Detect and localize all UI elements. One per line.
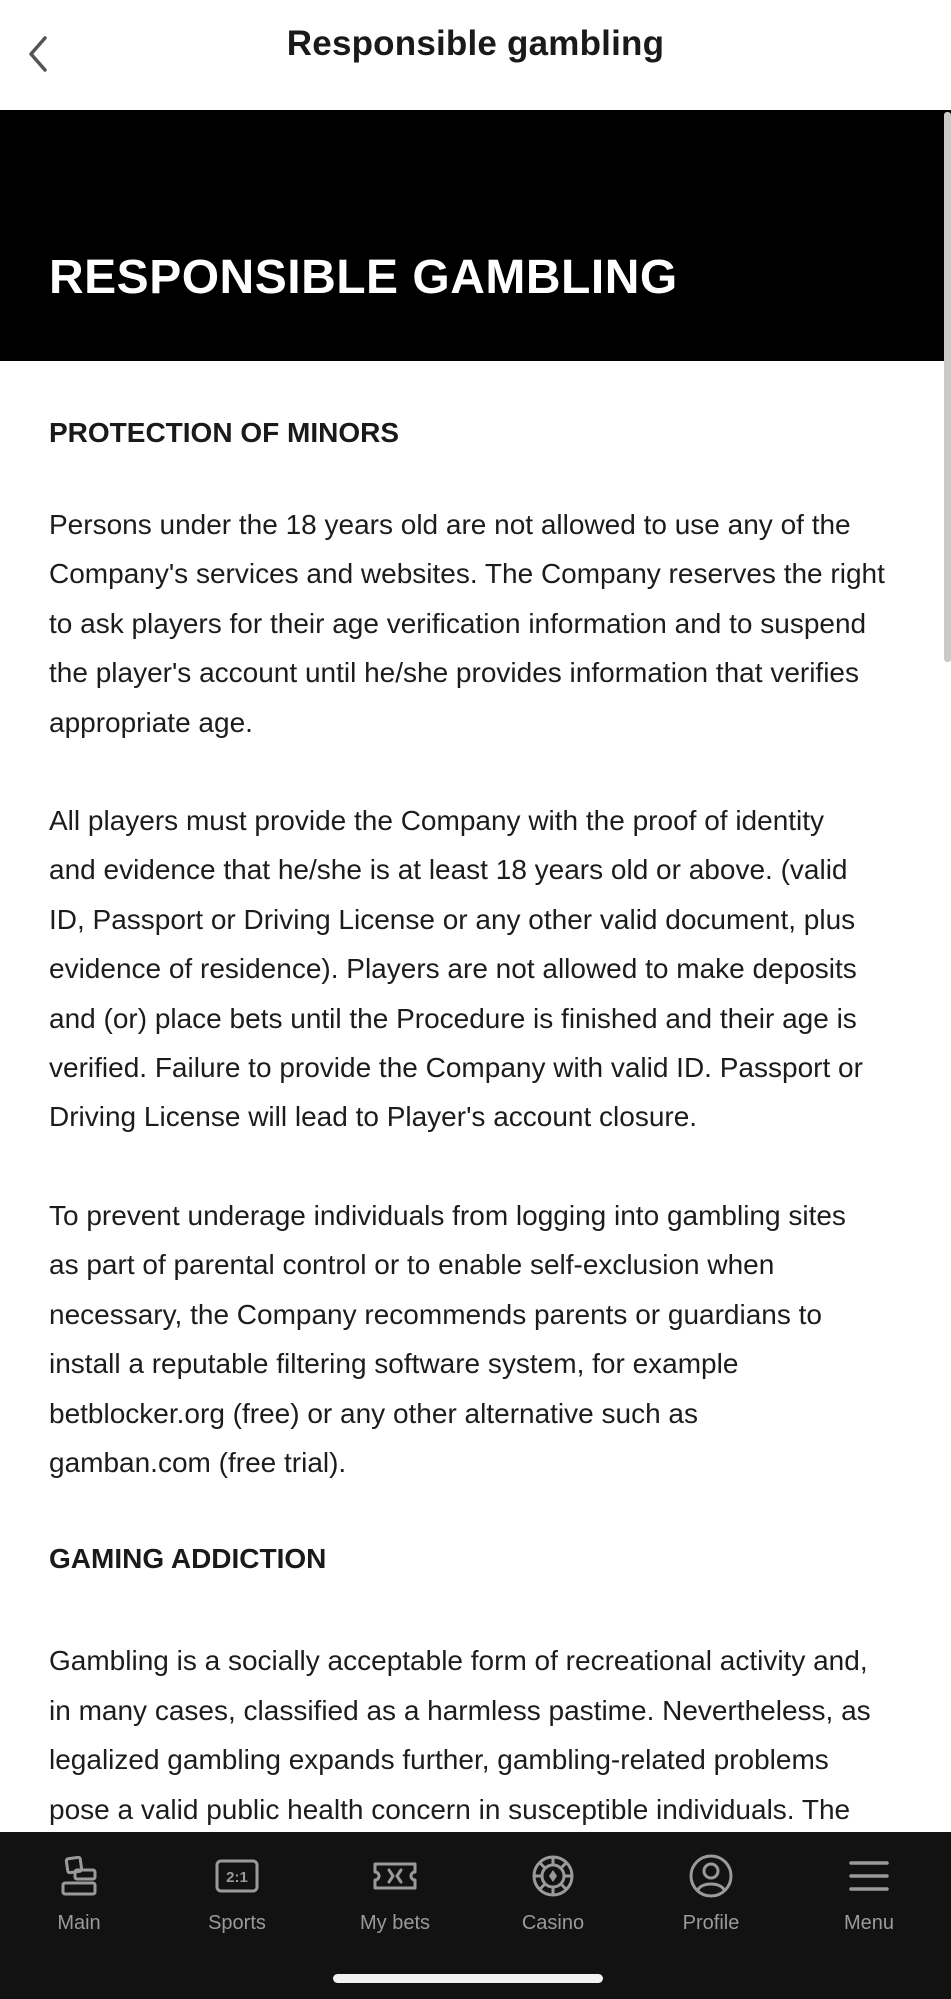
nav-profile[interactable] xyxy=(632,1852,790,1952)
scrollbar-thumb[interactable] xyxy=(944,112,951,662)
paragraph-line: to ask players for their age verification information and to suspend xyxy=(49,607,867,639)
paragraph-line: and evidence that he/she is at least 18 years old or above. (valid xyxy=(49,854,848,886)
casino-chip-icon xyxy=(529,1852,577,1900)
hero-banner xyxy=(0,110,951,361)
paragraph-minors-2 xyxy=(49,796,911,1142)
top-bar xyxy=(0,0,951,110)
paragraph-line: install a reputable filtering software system, for example xyxy=(49,1348,739,1380)
paragraph-line: legalized gambling expands further, gambling-related problems xyxy=(49,1744,829,1776)
section-heading-gaming-addiction: GAMING ADDICTION xyxy=(49,1543,327,1575)
nav-casino-label: Casino xyxy=(521,1912,585,1934)
home-indicator[interactable] xyxy=(333,1974,603,1983)
main-icon xyxy=(55,1852,103,1900)
paragraph-line: All players must provide the Company with the proof of identity xyxy=(49,805,825,837)
nav-profile-label: Profile xyxy=(682,1912,740,1934)
paragraph-line: and (or) place bets until the Procedure is finished and their age is xyxy=(49,1002,857,1034)
sports-icon xyxy=(213,1852,261,1900)
paragraph-line: pose a valid public health concern in susceptible individuals. The xyxy=(49,1793,851,1825)
nav-menu-label: Menu xyxy=(843,1912,895,1934)
nav-sports[interactable] xyxy=(158,1852,316,1952)
paragraph-addiction-1 xyxy=(49,1636,911,1834)
paragraph-line: betblocker.org (free) or any other alternative such as xyxy=(49,1397,699,1429)
sports-icon-text: 2:1 xyxy=(226,1869,248,1886)
paragraph-line: ID, Passport or Driving License or any other valid document, plus xyxy=(49,903,856,935)
paragraph-line: Company's services and websites. The Company reserves the right xyxy=(49,558,885,590)
page-title: Responsible gambling xyxy=(286,24,665,63)
paragraph-line: Gambling is a socially acceptable form of recreational activity and, xyxy=(49,1645,868,1677)
paragraph-minors-1 xyxy=(49,500,911,747)
menu-icon xyxy=(845,1852,893,1900)
paragraph-line: the player's account until he/she provides information that verifies xyxy=(49,657,860,689)
paragraph-line: Driving License will lead to Player's account closure. xyxy=(49,1101,698,1133)
paragraph-line: To prevent underage individuals from logging into gambling sites xyxy=(49,1199,846,1231)
paragraph-line: gamban.com (free trial). xyxy=(49,1446,347,1478)
nav-casino[interactable] xyxy=(474,1852,632,1952)
section-heading-protection-of-minors: PROTECTION OF MINORS xyxy=(49,417,399,448)
ticket-icon xyxy=(371,1852,419,1900)
paragraph-line: in many cases, classified as a harmless pastime. Nevertheless, as xyxy=(49,1694,871,1726)
profile-icon xyxy=(687,1852,735,1900)
nav-main[interactable] xyxy=(0,1852,158,1952)
nav-menu[interactable] xyxy=(790,1852,948,1952)
paragraph-line: evidence of residence). Players are not allowed to make deposits xyxy=(49,953,857,985)
nav-sports-label: Sports xyxy=(208,1912,266,1934)
paragraph-line: Persons under the 18 years old are not allowed to use any of the xyxy=(49,509,851,540)
article-content xyxy=(49,361,911,1834)
paragraph-minors-3 xyxy=(49,1191,911,1487)
paragraph-line: necessary, the Company recommends parents or guardians to xyxy=(49,1298,822,1330)
nav-my-bets[interactable] xyxy=(316,1852,474,1952)
nav-my-bets-label: My bets xyxy=(359,1912,431,1934)
paragraph-line: appropriate age. xyxy=(49,706,253,738)
nav-main-label: Main xyxy=(57,1912,101,1934)
paragraph-line: as part of parental control or to enable self-exclusion when xyxy=(49,1249,775,1281)
paragraph-line: verified. Failure to provide the Company with valid ID. Passport or xyxy=(49,1052,863,1084)
hero-title: RESPONSIBLE GAMBLING xyxy=(49,251,678,304)
